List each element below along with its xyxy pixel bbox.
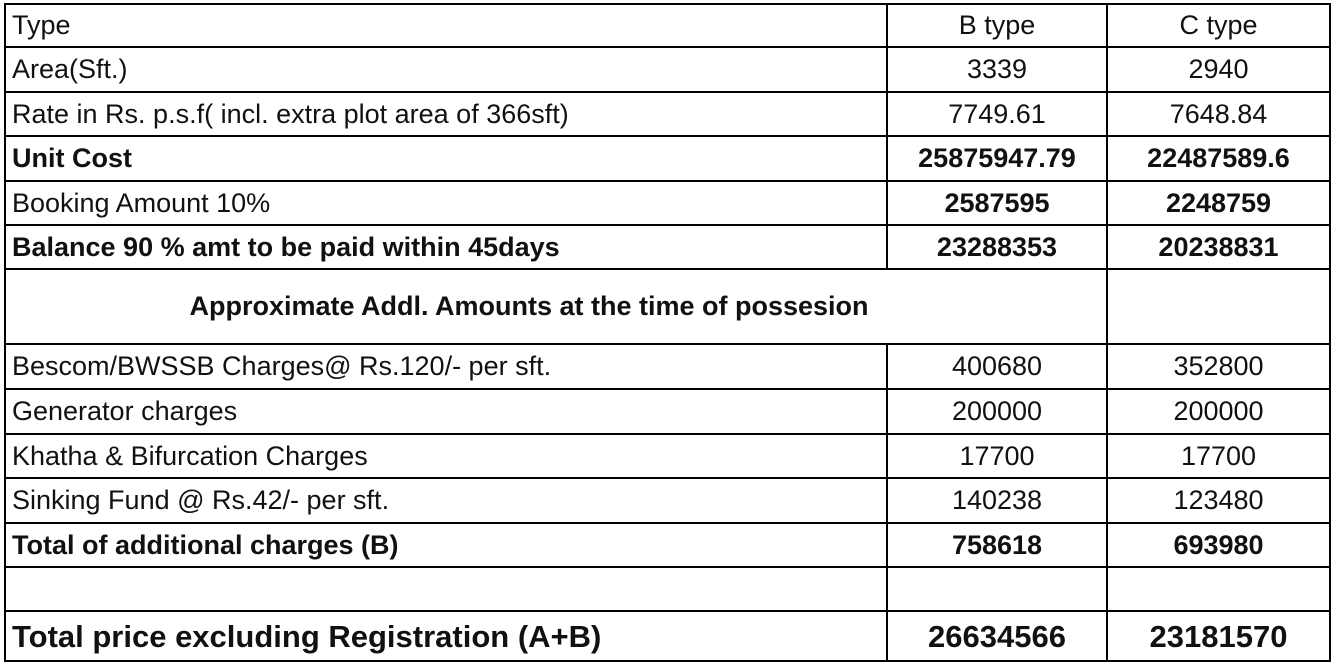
row-booking xyxy=(5,181,1330,225)
b-type-value: 23288353 xyxy=(887,225,1107,269)
c-type-value: 200000 xyxy=(1107,389,1330,434)
row-label: Area(Sft.) xyxy=(5,47,887,92)
row-area xyxy=(5,47,1330,92)
total-price-b-type: 26634566 xyxy=(887,611,1107,661)
total-price-c-type: 23181570 xyxy=(1107,611,1330,661)
b-type-value: 17700 xyxy=(887,434,1107,478)
blank-cell xyxy=(887,567,1107,611)
row-label: Rate in Rs. p.s.f( incl. extra plot area of 366sft) xyxy=(5,92,887,136)
c-type-value: 2248759 xyxy=(1107,181,1330,225)
row-label: Generator charges xyxy=(5,389,887,434)
section-title: Approximate Addl. Amounts at the time of possesion xyxy=(5,269,1107,344)
section-row xyxy=(5,269,1330,344)
b-type-value: 2587595 xyxy=(887,181,1107,225)
row-label: Bescom/BWSSB Charges@ Rs.120/- per sft. xyxy=(5,344,887,389)
b-type-value: 7749.61 xyxy=(887,92,1107,136)
c-type-value: 20238831 xyxy=(1107,225,1330,269)
header-row xyxy=(5,4,1330,47)
c-type-value: 2940 xyxy=(1107,47,1330,92)
c-type-value: 693980 xyxy=(1107,523,1330,567)
row-balance xyxy=(5,225,1330,269)
b-type-value: 200000 xyxy=(887,389,1107,434)
row-rate xyxy=(5,92,1330,136)
row-bescom xyxy=(5,344,1330,389)
b-type-value: 400680 xyxy=(887,344,1107,389)
row-label: Sinking Fund @ Rs.42/- per sft. xyxy=(5,478,887,523)
header-c-type-cell: C type xyxy=(1107,4,1330,47)
c-type-value: 123480 xyxy=(1107,478,1330,523)
row-label: Unit Cost xyxy=(5,136,887,181)
row-total-price xyxy=(5,611,1330,661)
pricing-table xyxy=(4,3,1331,662)
total-price-label: Total price excluding Registration (A+B) xyxy=(5,611,887,661)
header-type-cell: Type xyxy=(5,4,887,47)
row-label: Khatha & Bifurcation Charges xyxy=(5,434,887,478)
c-type-value: 7648.84 xyxy=(1107,92,1330,136)
blank-row xyxy=(5,567,1330,611)
b-type-value: 758618 xyxy=(887,523,1107,567)
b-type-value: 25875947.79 xyxy=(887,136,1107,181)
blank-cell xyxy=(1107,567,1330,611)
row-label: Booking Amount 10% xyxy=(5,181,887,225)
row-label: Balance 90 % amt to be paid within 45days xyxy=(5,225,887,269)
row-total-additional xyxy=(5,523,1330,567)
blank-cell xyxy=(5,567,887,611)
c-type-value: 17700 xyxy=(1107,434,1330,478)
b-type-value: 140238 xyxy=(887,478,1107,523)
b-type-value: 3339 xyxy=(887,47,1107,92)
row-label: Total of additional charges (B) xyxy=(5,523,887,567)
row-sinking xyxy=(5,478,1330,523)
row-generator xyxy=(5,389,1330,434)
row-khatha xyxy=(5,434,1330,478)
c-type-value: 352800 xyxy=(1107,344,1330,389)
c-type-value: 22487589.6 xyxy=(1107,136,1330,181)
row-unit-cost xyxy=(5,136,1330,181)
section-empty-cell xyxy=(1107,269,1330,344)
header-b-type-cell: B type xyxy=(887,4,1107,47)
